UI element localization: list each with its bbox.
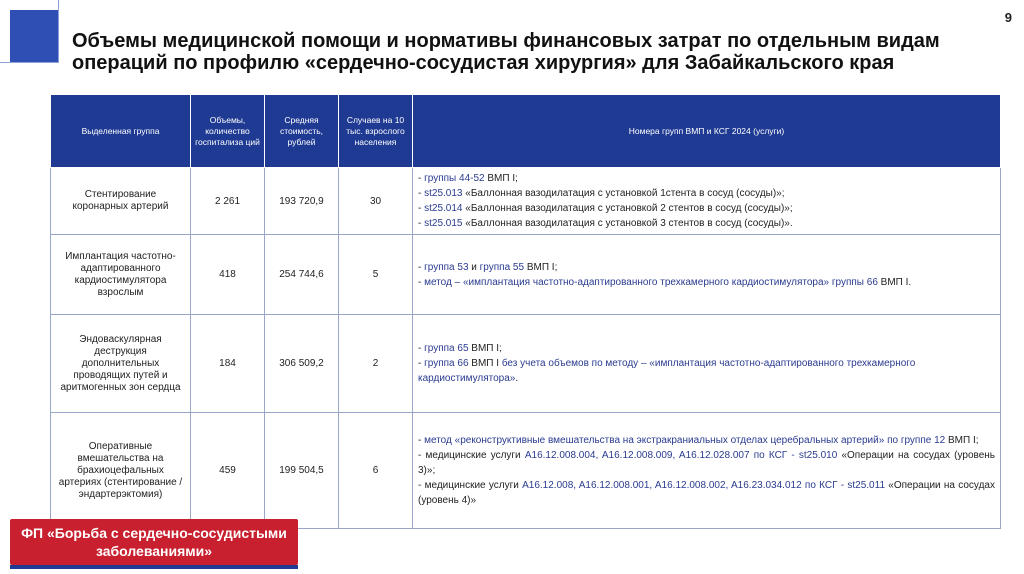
- cell-cost: 306 509,2: [265, 315, 339, 413]
- cell-cases: 30: [339, 168, 413, 235]
- table-row: [51, 235, 1001, 315]
- cell-cases: 5: [339, 235, 413, 315]
- cell-group: Оперативные вмешательства на брахиоцефальных артериях (стентирование / эндартерэктомия): [51, 413, 191, 529]
- table-row: [51, 413, 1001, 529]
- cell-cost: 254 744,6: [265, 235, 339, 315]
- table-row: [51, 168, 1001, 235]
- col-header-group: Выделенная группа: [51, 95, 191, 168]
- cell-group: Эндоваскулярная деструкция дополнительных проводящих путей и аритмогенных зон сердца: [51, 315, 191, 413]
- corner-line: [0, 62, 58, 63]
- data-table: [50, 94, 1001, 529]
- corner-line: [58, 0, 59, 63]
- col-header-codes: Номера групп ВМП и КСГ 2024 (услуги): [413, 95, 1001, 168]
- col-header-volume: Объемы, количество госпитализа ций: [191, 95, 265, 168]
- cell-cost: 199 504,5: [265, 413, 339, 529]
- cell-volume: 459: [191, 413, 265, 529]
- col-header-cases: Случаев на 10 тыс. взрослого населения: [339, 95, 413, 168]
- cell-volume: 418: [191, 235, 265, 315]
- page-title: Объемы медицинской помощи и нормативы финансовых затрат по отдельным видам операций по профилю «сердечно-сосудистая хирургия» для Забайкальского края: [72, 30, 940, 74]
- table-header-row: [51, 95, 1001, 168]
- col-header-cost: Средняя стоимость, рублей: [265, 95, 339, 168]
- page-number: 9: [1004, 10, 1012, 25]
- cell-group: Имплантация частотно-адаптированного кардиостимулятора взрослым: [51, 235, 191, 315]
- cell-volume: 184: [191, 315, 265, 413]
- corner-decoration: [10, 10, 58, 62]
- cell-codes: - группа 53 и группа 55 ВМП I; - метод – «имплантация частотно-адаптированного трехкамерного кардиостимулятора» группы 66 ВМП I.: [413, 235, 1001, 315]
- federal-project-stripe: [10, 565, 298, 569]
- cell-cases: 6: [339, 413, 413, 529]
- federal-project-label: ФП «Борьба с сердечно-сосудистыми заболеваниями»: [10, 519, 298, 565]
- cell-codes: - группы 44-52 ВМП I; - st25.013 «Баллонная вазодилатация с установкой 1стента в сосуд (сосуды)»; - st25.014 «Баллонная вазодилатация с установкой 2 стентов в сосуд (сосуды)»; - st25.015 «Баллонная вазодилатация с установкой 3 стентов в сосуд (сосуды)».: [413, 168, 1001, 235]
- cell-codes: - группа 65 ВМП I; - группа 66 ВМП I без учета объемов по методу – «имплантация частотно-адаптированного трехкамерного кардиостимулятора».: [413, 315, 1001, 413]
- table-row: [51, 315, 1001, 413]
- cell-group: Стентирование коронарных артерий: [51, 168, 191, 235]
- cell-codes: - метод «реконструктивные вмешательства на экстракраниальных отделах церебральных артерий» по группе 12 ВМП I; - медицинские услуги A16.12.008.004, A16.12.008.009, A16.12.028.007 по КСГ - st25.010 «Операции на сосудах (уровень 3)»; - медицинские услуги A16.12.008, A16.12.008.001, A16.12.008.002, A16.23.034.012 по КСГ - st25.011 «Операции на сосудах (уровень 4)»: [413, 413, 1001, 529]
- cell-cost: 193 720,9: [265, 168, 339, 235]
- cell-volume: 2 261: [191, 168, 265, 235]
- cell-cases: 2: [339, 315, 413, 413]
